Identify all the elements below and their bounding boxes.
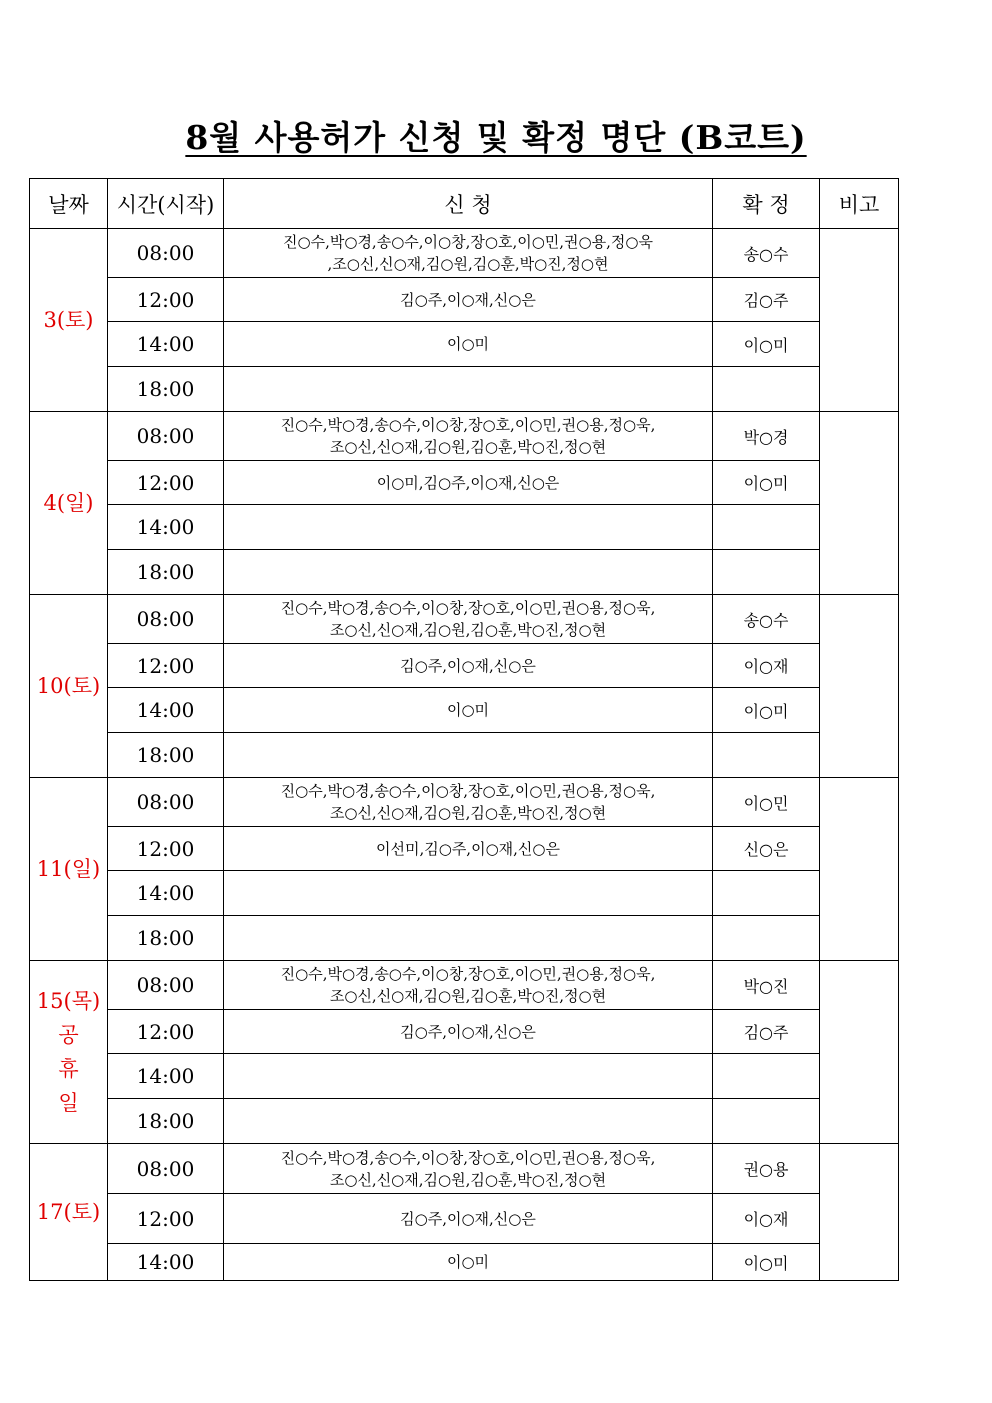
header-time: 시간(시작) (108, 179, 224, 229)
confirm-cell (713, 1099, 820, 1144)
table-row (30, 1054, 899, 1099)
apply-cell (224, 550, 713, 595)
date-label: 3(토) (43, 308, 94, 332)
apply-cell (224, 916, 713, 961)
confirm-cell: 이○미 (713, 1244, 820, 1281)
time-cell: 14:00 (108, 871, 224, 916)
confirm-cell: 이○미 (713, 461, 820, 505)
apply-line: 조○신,신○재,김○원,김○훈,박○진,정○현 (329, 1170, 607, 1189)
apply-line: 진○수,박○경,송○수,이○창,장○호,이○민,권○용,정○욱, (280, 599, 656, 617)
time-cell: 12:00 (108, 461, 224, 505)
confirm-cell (713, 1054, 820, 1099)
apply-cell (224, 733, 713, 778)
apply-cell (224, 1054, 713, 1099)
schedule-body (30, 229, 899, 1281)
table-row (30, 595, 899, 644)
apply-cell (224, 644, 713, 688)
table-row (30, 229, 899, 278)
table-row (30, 827, 899, 871)
confirm-cell: 송○수 (713, 595, 820, 644)
date-cell (30, 778, 108, 961)
note-cell (820, 229, 899, 412)
confirm-cell (713, 916, 820, 961)
date-label: 4(일) (43, 491, 94, 515)
apply-line: 이○미 (446, 1253, 490, 1271)
holiday-char: 일 (58, 1091, 79, 1115)
header-apply: 신 청 (224, 179, 713, 229)
apply-cell (224, 367, 713, 412)
confirm-cell: 김○주 (713, 1010, 820, 1054)
table-row (30, 412, 899, 461)
apply-cell (224, 871, 713, 916)
apply-line: 김○주,이○재,신○은 (400, 290, 536, 309)
apply-cell (224, 1099, 713, 1144)
table-row (30, 688, 899, 733)
time-cell: 18:00 (108, 1099, 224, 1144)
confirm-cell (713, 367, 820, 412)
time-cell: 08:00 (108, 229, 224, 278)
table-row (30, 367, 899, 412)
confirm-cell: 김○주 (713, 278, 820, 322)
apply-line: 조○신,신○재,김○원,김○훈,박○진,정○현 (329, 987, 607, 1005)
apply-line: ,조○신,신○재,김○원,김○훈,박○진,정○현 (327, 255, 609, 273)
confirm-cell: 이○재 (713, 1194, 820, 1244)
date-label: 10(토) (36, 674, 101, 698)
apply-line: 진○수,박○경,송○수,이○창,장○호,이○민,권○용,정○욱, (280, 965, 656, 983)
holiday-char: 휴 (58, 1057, 79, 1081)
time-cell: 12:00 (108, 644, 224, 688)
table-row (30, 461, 899, 505)
time-cell: 14:00 (108, 688, 224, 733)
time-cell: 12:00 (108, 1010, 224, 1054)
apply-line: 이○미 (446, 335, 490, 353)
time-cell: 12:00 (108, 827, 224, 871)
apply-cell (224, 1244, 713, 1281)
time-cell: 08:00 (108, 412, 224, 461)
date-cell (30, 595, 108, 778)
time-cell: 12:00 (108, 278, 224, 322)
date-label: 11(일) (36, 857, 101, 881)
header-row (30, 179, 899, 229)
apply-cell (224, 778, 713, 827)
confirm-cell (713, 733, 820, 778)
table-row (30, 550, 899, 595)
apply-cell (224, 1010, 713, 1054)
header-date: 날짜 (30, 179, 108, 229)
time-cell: 14:00 (108, 1054, 224, 1099)
time-cell: 14:00 (108, 505, 224, 550)
table-row (30, 278, 899, 322)
apply-line: 이○미,김○주,이○재,신○은 (376, 473, 560, 492)
confirm-cell: 박○진 (713, 961, 820, 1010)
time-cell: 08:00 (108, 595, 224, 644)
confirm-cell: 송○수 (713, 229, 820, 278)
apply-cell (224, 961, 713, 1010)
table-row (30, 322, 899, 367)
confirm-cell: 신○은 (713, 827, 820, 871)
apply-line: 이○미 (446, 701, 490, 719)
apply-line: 김○주,이○재,신○은 (400, 1022, 536, 1041)
apply-cell (224, 461, 713, 505)
page-title-text: 8월 사용허가 신청 및 확정 명단 (B코트) (185, 118, 807, 157)
apply-line: 조○신,신○재,김○원,김○훈,박○진,정○현 (329, 438, 607, 456)
apply-cell (224, 1144, 713, 1194)
apply-cell (224, 688, 713, 733)
apply-cell (224, 1194, 713, 1244)
table-row (30, 1244, 899, 1281)
note-cell (820, 1144, 899, 1281)
apply-line: 진○수,박○경,송○수,이○창,장○호,이○민,권○용,정○욱 (283, 233, 653, 251)
note-cell (820, 412, 899, 595)
apply-line: 진○수,박○경,송○수,이○창,장○호,이○민,권○용,정○욱, (280, 416, 656, 434)
date-label: 15(목) (36, 989, 101, 1013)
time-cell: 18:00 (108, 367, 224, 412)
table-row (30, 1144, 899, 1194)
apply-line: 조○신,신○재,김○원,김○훈,박○진,정○현 (329, 621, 607, 639)
time-cell: 14:00 (108, 1244, 224, 1281)
page-title (0, 112, 992, 159)
apply-cell (224, 827, 713, 871)
table-row (30, 1099, 899, 1144)
header-confirm: 확 정 (713, 179, 820, 229)
apply-cell (224, 278, 713, 322)
time-cell: 12:00 (108, 1194, 224, 1244)
confirm-cell (713, 871, 820, 916)
apply-cell (224, 595, 713, 644)
note-cell (820, 961, 899, 1144)
confirm-cell: 이○민 (713, 778, 820, 827)
confirm-cell (713, 550, 820, 595)
confirm-cell: 권○용 (713, 1144, 820, 1194)
header-note: 비고 (820, 179, 899, 229)
time-cell: 08:00 (108, 961, 224, 1010)
time-cell: 18:00 (108, 733, 224, 778)
table-row (30, 871, 899, 916)
table-row (30, 505, 899, 550)
time-cell: 08:00 (108, 1144, 224, 1194)
note-cell (820, 778, 899, 961)
confirm-cell: 이○미 (713, 688, 820, 733)
table-row (30, 778, 899, 827)
apply-cell (224, 322, 713, 367)
apply-line: 김○주,이○재,신○은 (400, 656, 536, 675)
confirm-cell: 이○재 (713, 644, 820, 688)
holiday-char: 공 (58, 1023, 79, 1047)
apply-line: 김○주,이○재,신○은 (400, 1209, 536, 1228)
apply-line: 진○수,박○경,송○수,이○창,장○호,이○민,권○용,정○욱, (280, 782, 656, 800)
date-cell (30, 961, 108, 1144)
date-cell (30, 229, 108, 412)
table-row (30, 1194, 899, 1244)
apply-cell (224, 412, 713, 461)
table-row (30, 1010, 899, 1054)
confirm-cell: 이○미 (713, 322, 820, 367)
time-cell: 08:00 (108, 778, 224, 827)
confirm-cell (713, 505, 820, 550)
apply-line: 이선미,김○주,이○재,신○은 (376, 839, 560, 858)
table-row (30, 961, 899, 1010)
apply-cell (224, 229, 713, 278)
date-label: 17(토) (36, 1200, 101, 1224)
apply-line: 조○신,신○재,김○원,김○훈,박○진,정○현 (329, 804, 607, 822)
note-cell (820, 595, 899, 778)
time-cell: 18:00 (108, 550, 224, 595)
confirm-cell: 박○경 (713, 412, 820, 461)
schedule-table (29, 178, 899, 1281)
table-row (30, 733, 899, 778)
table-row (30, 916, 899, 961)
apply-line: 진○수,박○경,송○수,이○창,장○호,이○민,권○용,정○욱, (280, 1148, 656, 1167)
time-cell: 14:00 (108, 322, 224, 367)
apply-cell (224, 505, 713, 550)
date-cell (30, 1144, 108, 1281)
table-row (30, 644, 899, 688)
time-cell: 18:00 (108, 916, 224, 961)
date-cell (30, 412, 108, 595)
